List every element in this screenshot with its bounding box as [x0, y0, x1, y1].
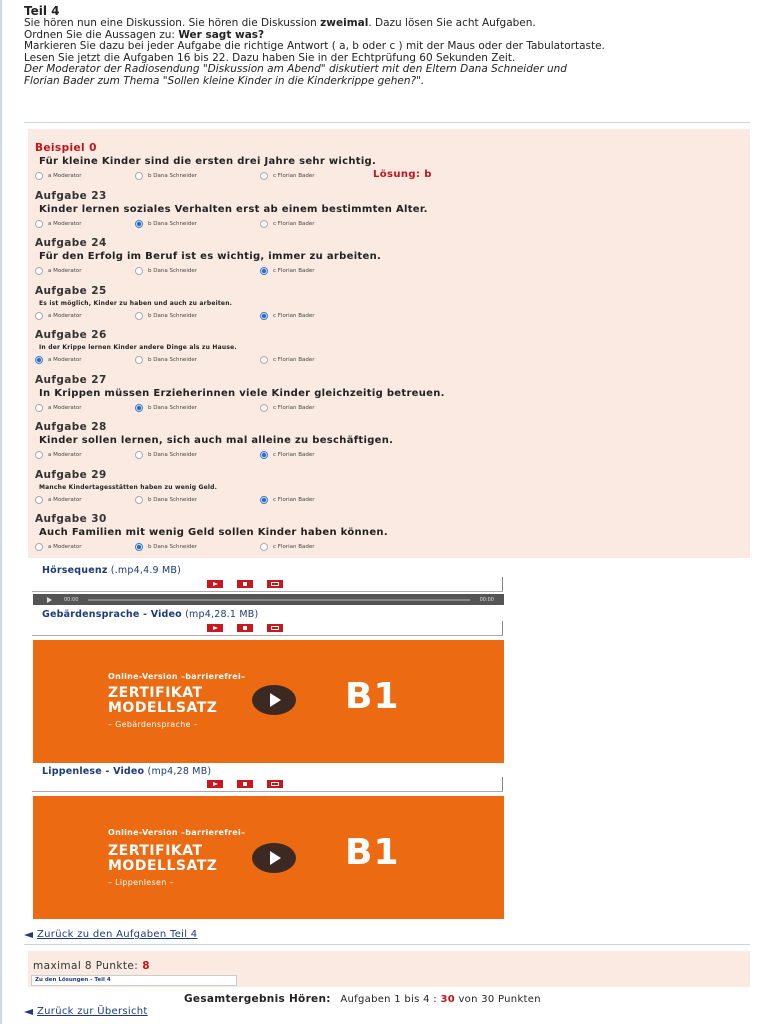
divider — [32, 791, 503, 792]
task-statement: Kinder sollen lernen, sich auch mal alleine zu beschäftigen. — [39, 435, 394, 446]
option-label: b Dana Schneider — [148, 452, 197, 458]
option-b[interactable] — [135, 267, 197, 275]
sign-video-controls — [207, 624, 283, 632]
play-button[interactable] — [207, 624, 223, 632]
window-icon — [271, 626, 279, 630]
points-box — [28, 951, 750, 987]
option-label: c Florian Bader — [273, 497, 315, 503]
option-a[interactable] — [35, 356, 82, 364]
option-label: c Florian Bader — [273, 544, 315, 550]
video-subtitle: – Lippenlesen – — [108, 878, 174, 887]
lip-video-label: Lippenlese - Video — [42, 766, 145, 777]
task-statement: In Krippen müssen Erzieherinnen viele Kinder gleichzeitig betreuen. — [39, 388, 445, 399]
option-label: b Dana Schneider — [148, 357, 197, 363]
play-icon — [213, 626, 218, 630]
max-points-label: maximal 8 Punkte: — [33, 960, 139, 972]
example-block — [35, 142, 745, 183]
intro-emphasis: Wer sagt was? — [178, 28, 265, 41]
radio-button[interactable] — [135, 220, 143, 228]
option-c[interactable] — [260, 404, 315, 412]
option-label: a Moderator — [48, 405, 82, 411]
play-icon[interactable] — [252, 685, 296, 715]
video-level: B1 — [345, 676, 400, 717]
option-b[interactable] — [135, 356, 197, 364]
instructions — [24, 18, 748, 88]
option-c[interactable] — [260, 496, 315, 504]
option-b[interactable] — [135, 496, 197, 504]
option-label: c Florian Bader — [273, 221, 315, 227]
fullscreen-button[interactable] — [267, 580, 283, 588]
option-label: b Dana Schneider — [148, 221, 197, 227]
option-b[interactable] — [135, 404, 197, 412]
option-label: b Dana Schneider — [148, 497, 197, 503]
radio-icon — [260, 172, 268, 180]
sign-video-size: (mp4,28.1 MB) — [185, 609, 259, 620]
lip-video-link[interactable] — [42, 766, 211, 777]
stop-button[interactable] — [237, 580, 253, 588]
task-statement: Für den Erfolg im Beruf ist es wichtig, immer zu arbeiten. — [39, 251, 382, 262]
fullscreen-button[interactable] — [267, 780, 283, 788]
divider — [24, 944, 750, 945]
divider — [32, 591, 503, 592]
task-block — [35, 421, 745, 462]
cert-line: MODELLSATZ — [108, 700, 218, 716]
audio-player[interactable] — [33, 594, 504, 605]
play-icon[interactable] — [47, 597, 52, 603]
option-label: a Moderator — [48, 497, 82, 503]
scenario-text: Der Moderator der Radiosendung "Diskussion am Abend" diskutiert mit den Eltern Dana Schneider und — [24, 63, 567, 76]
task-title: Aufgabe 26 — [35, 329, 107, 341]
option-b[interactable] — [135, 220, 197, 228]
play-icon[interactable] — [252, 843, 296, 873]
task-statement: Manche Kindertagesstätten haben zu wenig Geld. — [39, 484, 218, 491]
option-a[interactable] — [35, 404, 82, 412]
radio-button[interactable] — [35, 267, 43, 275]
radio-button[interactable] — [260, 404, 268, 412]
back-to-tasks-label: Zurück zu den Aufgaben Teil 4 — [37, 929, 198, 940]
option-c[interactable] — [260, 543, 315, 551]
task-options — [35, 448, 745, 462]
window-icon — [271, 582, 279, 586]
lip-video-size: (mp4,28 MB) — [147, 766, 212, 777]
radio-button[interactable] — [35, 220, 43, 228]
task-block — [35, 329, 745, 367]
video-caption: Online-Version –barrierefrei– — [108, 828, 246, 837]
option-label: a Moderator — [48, 452, 82, 458]
task-options — [35, 353, 745, 367]
option-a[interactable] — [35, 267, 82, 275]
lip-video-player[interactable] — [33, 796, 504, 919]
stop-icon — [243, 582, 247, 586]
max-points-value: 8 — [142, 960, 150, 972]
audio-controls — [207, 580, 283, 588]
back-to-overview-link[interactable] — [24, 1006, 148, 1017]
option-label: c Florian Bader — [273, 173, 315, 179]
task-block — [35, 469, 745, 507]
lip-video-controls — [207, 780, 283, 788]
window-icon — [271, 782, 279, 786]
task-title: Aufgabe 27 — [35, 374, 107, 386]
radio-button[interactable] — [260, 496, 268, 504]
stop-icon — [243, 782, 247, 786]
radio-button[interactable] — [35, 451, 43, 459]
radio-icon — [35, 172, 43, 180]
option-label: b Dana Schneider — [148, 268, 197, 274]
radio-button[interactable] — [35, 404, 43, 412]
task-options — [35, 401, 745, 415]
radio-icon — [135, 172, 143, 180]
option-c[interactable] — [260, 312, 315, 320]
option-a[interactable] — [35, 451, 82, 459]
task-title: Aufgabe 28 — [35, 421, 107, 433]
option-label: a Moderator — [48, 268, 82, 274]
stop-button[interactable] — [237, 780, 253, 788]
example-options — [35, 169, 745, 183]
option-label: a Moderator — [48, 544, 82, 550]
scenario-text: Florian Bader zum Thema "Sollen kleine Kinder in die Kinderkrippe gehen?". — [24, 74, 425, 87]
option-a[interactable] — [35, 496, 82, 504]
arrow-left-icon — [24, 932, 33, 938]
intro-text: Ordnen Sie die Aussagen zu: — [24, 28, 179, 41]
intro-text: Lesen Sie jetzt die Aufgaben 16 bis 22. Dazu haben Sie in der Echtprüfung 60 Sekunden Zeit. — [24, 51, 516, 64]
stop-icon — [243, 626, 247, 630]
arrow-left-icon — [24, 1009, 33, 1015]
option-c[interactable] — [260, 356, 315, 364]
cert-line: ZERTIFIKAT — [108, 685, 203, 701]
radio-button[interactable] — [135, 312, 143, 320]
task-block — [35, 285, 745, 323]
option-c — [260, 172, 315, 180]
option-label: c Florian Bader — [273, 405, 315, 411]
sign-video-player[interactable] — [33, 640, 504, 763]
task-title: Aufgabe 25 — [35, 285, 107, 297]
video-subtitle: – Gebärdensprache – — [108, 720, 198, 729]
option-label: a Moderator — [48, 173, 82, 179]
example-statement: Für kleine Kinder sind die ersten drei Jahre sehr wichtig. — [39, 156, 377, 167]
option-label: b Dana Schneider — [148, 544, 197, 550]
audio-label: Hörsequenz — [42, 565, 108, 576]
total-result — [184, 993, 541, 1005]
play-triangle — [270, 851, 281, 865]
option-b[interactable] — [135, 543, 197, 551]
option-label: b Dana Schneider — [148, 173, 197, 179]
radio-button[interactable] — [35, 543, 43, 551]
radio-button[interactable] — [260, 543, 268, 551]
play-button[interactable] — [207, 580, 223, 588]
cert-line: ZERTIFIKAT — [108, 843, 203, 859]
audio-progress-bar[interactable] — [88, 599, 469, 601]
option-a[interactable] — [35, 312, 82, 320]
part-title: Teil 4 — [24, 4, 60, 18]
option-c[interactable] — [260, 220, 315, 228]
task-title: Aufgabe 24 — [35, 237, 107, 249]
radio-button[interactable] — [35, 312, 43, 320]
task-block — [35, 190, 745, 231]
task-block — [35, 513, 745, 554]
audio-size: (.mp4,4.9 MB) — [110, 565, 182, 576]
task-block — [35, 374, 745, 415]
radio-button[interactable] — [135, 496, 143, 504]
radio-button[interactable] — [135, 451, 143, 459]
option-label: a Moderator — [48, 221, 82, 227]
radio-button[interactable] — [260, 356, 268, 364]
option-a[interactable] — [35, 543, 82, 551]
divider — [502, 621, 503, 635]
task-box — [28, 129, 750, 558]
audio-time-total: 00:00 — [479, 596, 494, 603]
task-block — [35, 237, 745, 278]
play-icon — [213, 782, 218, 786]
sign-video-link[interactable] — [42, 609, 258, 620]
task-title: Aufgabe 23 — [35, 190, 107, 202]
fullscreen-button[interactable] — [267, 624, 283, 632]
max-points — [33, 960, 150, 972]
radio-button[interactable] — [135, 356, 143, 364]
option-label: c Florian Bader — [273, 357, 315, 363]
radio-button[interactable] — [260, 451, 268, 459]
divider — [32, 635, 503, 636]
video-level: B1 — [345, 832, 400, 873]
radio-button[interactable] — [135, 267, 143, 275]
option-label: b Dana Schneider — [148, 313, 197, 319]
radio-button[interactable] — [260, 267, 268, 275]
task-statement: Kinder lernen soziales Verhalten erst ab einem bestimmten Alter. — [39, 204, 428, 215]
task-title: Aufgabe 30 — [35, 513, 107, 525]
divider — [502, 777, 503, 791]
option-a — [35, 172, 82, 180]
video-certificate-title — [108, 844, 217, 874]
play-icon — [213, 582, 218, 586]
option-label: c Florian Bader — [273, 452, 315, 458]
task-options — [35, 217, 745, 231]
task-options — [35, 493, 745, 507]
task-statement: In der Krippe lernen Kinder andere Dinge als zu Hause. — [39, 344, 237, 351]
radio-button[interactable] — [35, 356, 43, 364]
option-c[interactable] — [260, 267, 315, 275]
option-label: c Florian Bader — [273, 268, 315, 274]
intro-text: Sie hören nun eine Diskussion. Sie hören die Diskussion — [24, 17, 321, 29]
stop-button[interactable] — [237, 624, 253, 632]
total-suffix: von 30 Punkten — [458, 994, 541, 1005]
task-options — [35, 540, 745, 554]
solutions-link[interactable]: Zu den Lösungen - Teil 4 — [31, 975, 237, 986]
option-b[interactable] — [135, 451, 197, 459]
radio-button[interactable] — [260, 312, 268, 320]
audio-link[interactable] — [42, 565, 181, 576]
option-label: b Dana Schneider — [148, 405, 197, 411]
sign-video-label: Gebärdensprache - Video — [42, 609, 182, 620]
task-title: Aufgabe 29 — [35, 469, 107, 481]
back-to-overview-label: Zurück zur Übersicht — [37, 1006, 148, 1017]
divider — [24, 122, 750, 123]
play-triangle — [270, 693, 281, 707]
intro-text: Markieren Sie dazu bei jeder Aufgabe die richtige Antwort ( a, b oder c ) mit der Maus oder der Tabulatortaste. — [24, 40, 605, 53]
radio-button[interactable] — [135, 404, 143, 412]
cert-line: MODELLSATZ — [108, 858, 218, 874]
total-range: Aufgaben 1 bis 4 : — [340, 994, 437, 1005]
intro-text: . Dazu lösen Sie acht Aufgaben. — [368, 17, 536, 29]
option-a[interactable] — [35, 220, 82, 228]
radio-button[interactable] — [260, 220, 268, 228]
option-label: a Moderator — [48, 313, 82, 319]
option-b — [135, 172, 197, 180]
video-certificate-title — [108, 686, 217, 716]
total-label: Gesamtergebnis Hören: — [184, 993, 331, 1005]
option-b[interactable] — [135, 312, 197, 320]
back-to-tasks-link[interactable] — [24, 929, 197, 940]
example-solution: Lösung: b — [373, 169, 432, 180]
task-options — [35, 264, 745, 278]
option-c[interactable] — [260, 451, 315, 459]
option-label: c Florian Bader — [273, 313, 315, 319]
video-caption: Online-Version –barrierefrei– — [108, 672, 246, 681]
radio-button[interactable] — [135, 543, 143, 551]
play-button[interactable] — [207, 780, 223, 788]
total-score: 30 — [440, 994, 455, 1005]
example-title: Beispiel 0 — [35, 142, 97, 154]
task-options — [35, 309, 745, 323]
audio-time-current: 00:00 — [64, 596, 79, 603]
task-statement: Auch Familien mit wenig Geld sollen Kinder haben können. — [39, 527, 388, 538]
option-label: a Moderator — [48, 357, 82, 363]
intro-emphasis: zweimal — [320, 17, 369, 29]
divider — [502, 577, 503, 591]
radio-button[interactable] — [35, 496, 43, 504]
task-statement: Es ist möglich, Kinder zu haben und auch zu arbeiten. — [39, 300, 233, 307]
